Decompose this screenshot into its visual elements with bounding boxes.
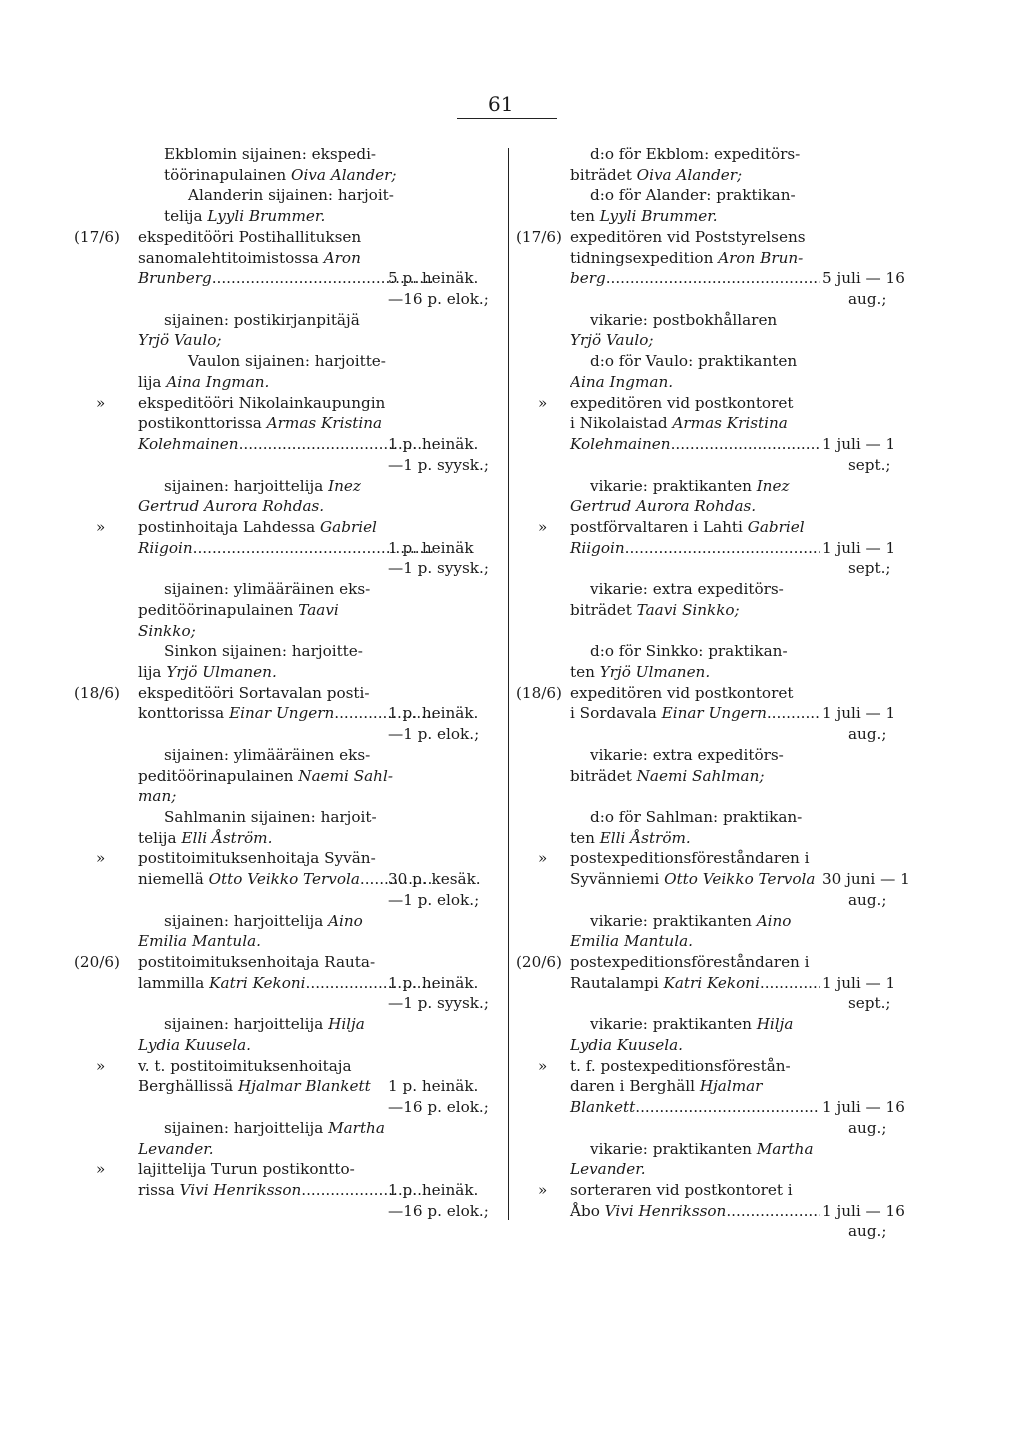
period-start: 5 p. heinäk. (388, 269, 479, 288)
line: sorteraren vid postkontoret i (570, 1180, 793, 1199)
person-name: Hjalmar Blankett (238, 1077, 371, 1096)
person-name: Kolehmainen (570, 435, 671, 454)
person-name: Aino (756, 911, 792, 930)
ditto-marker: » (96, 1160, 106, 1179)
person-name: Vivi Henriksson (179, 1180, 302, 1199)
entry-kolehmainen (74, 393, 506, 476)
person-name: Gabriel (747, 517, 805, 536)
period-start: 1 juli — 1 (822, 538, 896, 557)
line: d:o för Alander: praktikan- (590, 186, 796, 205)
entry-tervola (74, 848, 506, 910)
ditto-marker: » (538, 1180, 548, 1199)
line: sijainen: ylimääräinen eks- (164, 580, 371, 599)
line: telija (138, 828, 177, 847)
line: t. f. postexpeditionsförestån- (570, 1056, 791, 1075)
entry-sahlman (74, 745, 506, 849)
period-start: 1 p. heinäk. (388, 1077, 479, 1096)
dot-leader (726, 1201, 820, 1222)
line: vikarie: praktikanten (590, 1015, 752, 1034)
entry-ungern (516, 683, 956, 745)
line: postförvaltaren i Lahti (570, 517, 743, 536)
entry-tervola (516, 848, 956, 910)
person-name: Aino (328, 911, 363, 930)
entry-blankett (74, 1056, 506, 1118)
entry-vaulo (74, 310, 506, 393)
date-marker: (20/6) (74, 953, 120, 972)
date-marker: (18/6) (74, 683, 120, 702)
entry-kolehmainen (516, 393, 956, 476)
line: sanomalehtitoimistossa (138, 248, 319, 267)
person-name: Gertrud Aurora Rohdas. (570, 497, 757, 516)
ditto-marker: » (538, 517, 548, 536)
period-end: —1 p. syysk.; (388, 559, 489, 578)
line: peditöörinapulainen (138, 766, 294, 785)
person-name: Otto Veikko Tervola (208, 870, 360, 889)
person-name: Einar Ungern (661, 704, 767, 723)
period-end: aug.; (848, 1222, 887, 1241)
line: d:o för Ekblom: expeditörs- (590, 145, 801, 163)
person-name: Vivi Henriksson (604, 1201, 727, 1220)
line: töörinapulainen (164, 165, 287, 184)
line: vikarie: postbokhållaren (590, 310, 778, 329)
period-start: 1 juli — 16 (822, 1098, 905, 1117)
date-marker: (17/6) (74, 227, 120, 246)
entry-brunberg (74, 227, 506, 310)
line: ten (570, 662, 595, 681)
entry-ungern (74, 683, 506, 745)
period-end: aug.; (848, 1118, 887, 1137)
date-marker: (17/6) (516, 227, 562, 246)
person-name: Gabriel (320, 517, 377, 536)
period-end: sept.; (848, 455, 891, 474)
line: postexpeditionsföreståndaren i (570, 953, 810, 972)
entry-levander (74, 1118, 506, 1159)
entry-ekblom-substitute (516, 144, 956, 227)
ditto-marker: » (538, 1056, 548, 1075)
line: lija (138, 372, 162, 391)
line: i Sordavala (570, 704, 657, 723)
period-start: 1 juli — 1 (822, 435, 896, 454)
line: Sinkon sijainen: harjoitte- (164, 642, 363, 661)
dot-leader (606, 268, 820, 289)
entry-kuusela (74, 1014, 506, 1055)
person-name: Yrjö Vaulo; (570, 331, 654, 350)
person-name: Yrjö Ulmanen. (599, 662, 711, 681)
entry-mantula (516, 911, 956, 952)
line: Vaulon sijainen: harjoitte- (188, 352, 386, 371)
period-end: —1 p. syysk.; (388, 455, 489, 474)
person-name: Lyyli Brummer. (207, 207, 326, 226)
person-name: Martha (328, 1118, 385, 1137)
line: lajittelija Turun postikontto- (138, 1160, 355, 1179)
person-name: Emilia Mantula. (138, 932, 261, 951)
dot-leader (767, 703, 820, 724)
person-name: Taavi (298, 600, 339, 619)
person-name: Einar Ungern (229, 704, 335, 723)
ditto-marker: » (538, 849, 548, 868)
person-name: Aron Brun- (718, 248, 804, 267)
line: telija (164, 207, 203, 226)
entry-sahlman (516, 745, 956, 849)
person-name: Elli Åström. (181, 828, 273, 847)
column-divider (508, 148, 509, 1220)
person-name: Armas Kristina (672, 414, 788, 433)
line: Alanderin sijainen: harjoit- (188, 186, 394, 205)
person-name: Elli Åström. (599, 828, 691, 847)
person-name: Blankett (570, 1098, 636, 1117)
person-name: Otto Veikko Tervola (664, 870, 816, 889)
person-name: Katri Kekoni (663, 973, 760, 992)
line: Ekblomin sijainen: ekspedi- (164, 145, 377, 163)
period-end: —16 p. elok.; (388, 290, 489, 309)
period-end: sept.; (848, 559, 891, 578)
person-name: Aina Ingman. (570, 372, 674, 391)
dot-leader (625, 538, 820, 559)
line: d:o för Sinkko: praktikan- (590, 642, 788, 661)
person-name: Hilja (756, 1015, 794, 1034)
finnish-column (74, 144, 506, 1220)
person-name: Kolehmainen (138, 435, 239, 454)
period-end: aug.; (848, 290, 887, 309)
person-name: Naemi Sahlman; (636, 766, 765, 785)
line: vikarie: extra expeditörs- (590, 580, 784, 599)
ditto-marker: » (96, 1056, 106, 1075)
period-end: —16 p. elok.; (388, 1201, 489, 1220)
line: lija (138, 662, 162, 681)
period-start: 5 juli — 16 (822, 269, 905, 288)
date-marker: (18/6) (516, 683, 562, 702)
line: sijainen: harjoittelija (164, 476, 324, 495)
person-name: Oiva Alander; (291, 165, 397, 184)
entry-vaulo (516, 310, 956, 393)
person-name: Hilja (328, 1015, 365, 1034)
person-name: Lyyli Brummer. (599, 207, 718, 226)
person-name: Martha (756, 1139, 814, 1158)
period-end: sept.; (848, 994, 891, 1013)
entry-kekoni (516, 952, 956, 1014)
line: Syvänniemi (570, 870, 660, 889)
entry-rohdas (74, 476, 506, 517)
ditto-marker: » (96, 393, 106, 412)
person-name: berg (570, 269, 606, 288)
period-start: 1 p. heinäk. (388, 704, 479, 723)
line: ekspeditööri Postihallituksen (138, 227, 362, 246)
person-name: Inez (328, 476, 361, 495)
line: vikarie: praktikanten (590, 476, 752, 495)
entry-kekoni (74, 952, 506, 1014)
period-start: 1 juli — 1 (822, 973, 896, 992)
line: postitoimituksenhoitaja Rauta- (138, 953, 376, 972)
line: Rautalampi (570, 973, 659, 992)
entry-mantula (74, 911, 506, 952)
line: expeditören vid postkontoret (570, 393, 794, 412)
line: sijainen: harjoittelija (164, 1015, 324, 1034)
entry-kuusela (516, 1014, 956, 1055)
entry-henriksson (516, 1180, 956, 1241)
period-start: 1 p. heinäk (388, 538, 474, 557)
period-start: 1 juli — 1 (822, 704, 896, 723)
period-start: 1 p. heinäk. (388, 1180, 479, 1199)
line: sijainen: harjoittelija (164, 1118, 324, 1137)
entry-ekblom-substitute (74, 144, 506, 227)
person-name: Lydia Kuusela. (570, 1035, 683, 1054)
ditto-marker: » (96, 517, 106, 536)
ditto-marker: » (96, 849, 106, 868)
dot-leader (760, 973, 820, 994)
person-name: Gertrud Aurora Rohdas. (138, 497, 325, 516)
period-start: 1 p. heinäk. (388, 435, 479, 454)
entry-riigoin (74, 517, 506, 579)
line: d:o för Vaulo: praktikanten (590, 352, 798, 371)
entry-brunberg (516, 227, 956, 310)
line: vikarie: praktikanten (590, 911, 752, 930)
period-end: —1 p. elok.; (388, 890, 480, 909)
person-name: Aina Ingman. (166, 372, 270, 391)
line: sijainen: ylimääräinen eks- (164, 745, 371, 764)
person-name: man; (138, 787, 177, 806)
line: sijainen: postikirjanpitäjä (164, 310, 360, 329)
period-start: 1 juli — 16 (822, 1201, 905, 1220)
period-end: —16 p. elok.; (388, 1098, 489, 1117)
entry-henriksson (74, 1159, 506, 1220)
page-number-rule (457, 118, 557, 119)
line: postikonttorissa (138, 414, 262, 433)
period-end: aug.; (848, 890, 887, 909)
person-name: Katri Kekoni (209, 973, 306, 992)
person-name: Emilia Mantula. (570, 932, 693, 951)
line: sijainen: harjoittelija (164, 911, 324, 930)
line: peditöörinapulainen (138, 600, 294, 619)
line: postinhoitaja Lahdessa (138, 517, 316, 536)
line: v. t. postitoimituksenhoitaja (138, 1056, 352, 1075)
page-number: 61 (488, 92, 514, 116)
period-end: —1 p. elok.; (388, 725, 480, 744)
person-name: Sinkko; (138, 621, 196, 640)
line: vikarie: praktikanten (590, 1139, 752, 1158)
person-name: Yrjö Vaulo; (138, 331, 222, 350)
dot-leader (671, 434, 820, 455)
entry-blankett (516, 1056, 956, 1139)
line: ekspeditööri Nikolainkaupungin (138, 393, 386, 412)
line: expeditören vid postkontoret (570, 683, 794, 702)
person-name: Oiva Alander; (636, 165, 743, 184)
line: biträdet (570, 600, 632, 619)
entry-sinkko (516, 579, 956, 683)
line: niemellä (138, 870, 204, 889)
entry-rohdas (516, 476, 956, 517)
line: expeditören vid Poststyrelsens (570, 227, 806, 246)
line: postitoimituksenhoitaja Syvän- (138, 849, 376, 868)
line: Åbo (570, 1201, 600, 1220)
line: ten (570, 828, 595, 847)
line: rissa (138, 1180, 175, 1199)
line: lammilla (138, 973, 205, 992)
period-start: 30 juni — 1 (822, 870, 910, 889)
entry-sinkko (74, 579, 506, 683)
entry-riigoin (516, 517, 956, 579)
line: vikarie: extra expeditörs- (590, 745, 784, 764)
line: biträdet (570, 766, 632, 785)
person-name: Levander. (138, 1139, 214, 1158)
person-name: Riigoin (138, 538, 193, 557)
line: ten (570, 207, 595, 226)
line: Berghällissä (138, 1077, 234, 1096)
ditto-marker: » (538, 393, 548, 412)
period-start: 1 p. heinäk. (388, 973, 479, 992)
line: tidningsexpedition (570, 248, 714, 267)
line: biträdet (570, 165, 632, 184)
person-name: Lydia Kuusela. (138, 1035, 251, 1054)
person-name: Levander. (570, 1160, 646, 1179)
swedish-column (516, 144, 956, 1241)
period-end: —1 p. syysk.; (388, 994, 489, 1013)
line: konttorissa (138, 704, 225, 723)
entry-levander (516, 1139, 956, 1180)
line: postexpeditionsföreståndaren i (570, 849, 810, 868)
line: ekspeditööri Sortavalan posti- (138, 683, 370, 702)
person-name: Yrjö Ulmanen. (166, 662, 277, 681)
person-name: Inez (756, 476, 790, 495)
line: d:o för Sahlman: praktikan- (590, 808, 803, 826)
person-name: Brunberg (138, 269, 212, 288)
person-name: Riigoin (570, 538, 625, 557)
period-start: 30 p. kesäk. (388, 870, 481, 889)
person-name: Armas Kristina (266, 414, 383, 433)
person-name: Hjalmar (699, 1077, 763, 1096)
line: i Nikolaistad (570, 414, 668, 433)
line: Sahlmanin sijainen: harjoit- (164, 808, 377, 826)
date-marker: (20/6) (516, 953, 562, 972)
period-end: aug.; (848, 725, 887, 744)
person-name: Aron (323, 248, 361, 267)
person-name: Taavi Sinkko; (636, 600, 740, 619)
line: daren i Berghäll (570, 1077, 696, 1096)
person-name: Naemi Sahl- (298, 766, 393, 785)
dot-leader (635, 1097, 820, 1118)
